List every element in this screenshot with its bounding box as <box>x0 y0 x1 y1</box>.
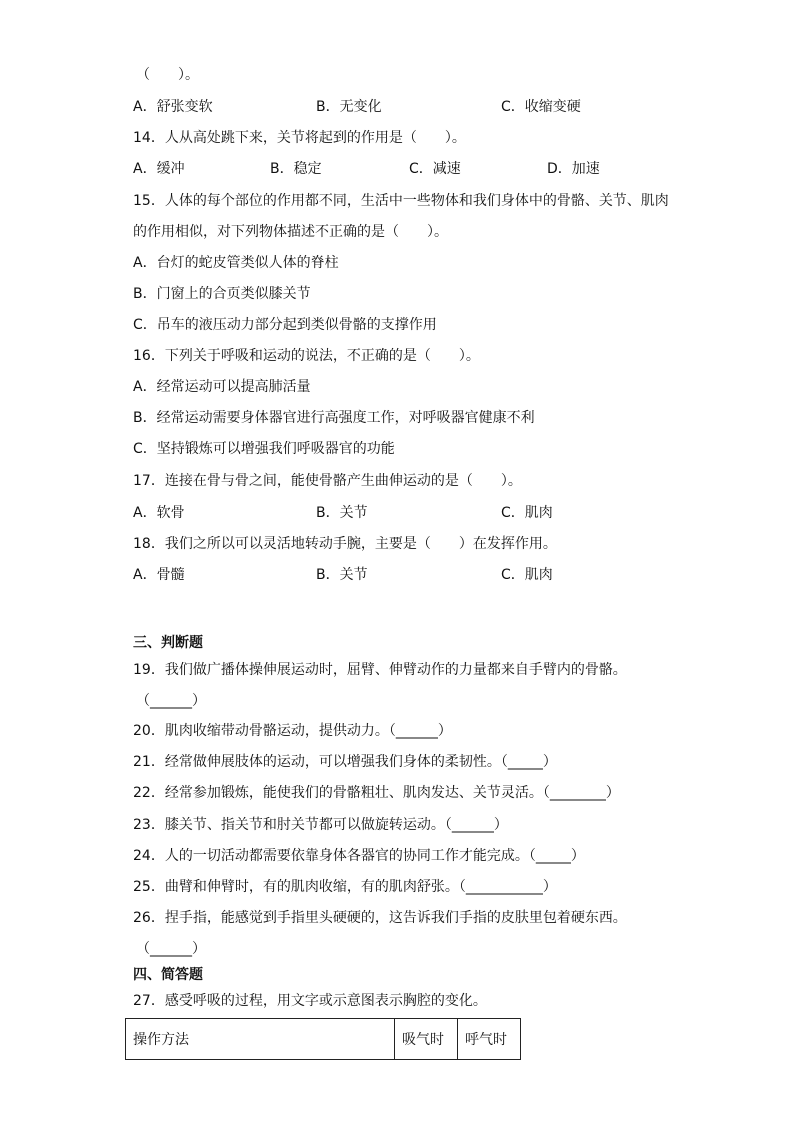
q16-option-c[interactable]: C．坚持锻炼可以增强我们呼吸器官的功能 <box>133 441 395 457</box>
q15-option-c[interactable]: C．吊车的液压动力部分起到类似骨骼的支撑作用 <box>133 317 437 333</box>
q15-stem-line1: 15．人体的每个部位的作用都不同，生活中一些物体和我们身体中的骨骼、关节、肌肉 <box>133 193 669 209</box>
col-inhale-header: 吸气时 <box>395 1019 458 1060</box>
q20-stem[interactable]: 20．肌肉收缩带动骨骼运动，提供动力。（______） <box>133 723 452 739</box>
q19-stem: 19．我们做广播体操伸展运动时，屈臂、伸臂动作的力量都来自手臂内的骨骼。 <box>133 662 627 678</box>
q13-option-b[interactable]: B．无变化 <box>316 99 382 115</box>
q15-option-a[interactable]: A．台灯的蛇皮管类似人体的脊柱 <box>133 255 339 271</box>
q16-option-b[interactable]: B．经常运动需要身体器官进行高强度工作，对呼吸器官健康不利 <box>133 410 535 426</box>
q13-option-c[interactable]: C．收缩变硬 <box>501 99 581 115</box>
col-method-header: 操作方法 <box>126 1019 395 1060</box>
q16-stem: 16．下列关于呼吸和运动的说法，不正确的是（ ）。 <box>133 348 480 364</box>
table-row <box>126 1019 521 1060</box>
q15-option-b[interactable]: B．门窗上的合页类似膝关节 <box>133 286 311 302</box>
q13-blank: （ ）。 <box>136 67 199 83</box>
q18-option-c[interactable]: C．肌肉 <box>501 567 553 583</box>
q16-option-a[interactable]: A．经常运动可以提高肺活量 <box>133 379 311 395</box>
q14-option-d[interactable]: D．加速 <box>547 161 600 177</box>
q15-stem-line2: 的作用相似，对下列物体描述不正确的是（ ）。 <box>133 224 448 240</box>
q18-stem: 18．我们之所以可以灵活地转动手腕，主要是（ ）在发挥作用。 <box>133 536 557 552</box>
q26-stem: 26．捏手指，能感觉到手指里头硬硬的，这告诉我们手指的皮肤里包着硬东西。 <box>133 910 627 926</box>
q24-stem[interactable]: 24．人的一切活动都需要依靠身体各器官的协同工作才能完成。（_____） <box>133 848 585 864</box>
q13-option-a[interactable]: A．舒张变软 <box>133 99 213 115</box>
q26-answer-blank[interactable]: （______） <box>136 941 206 957</box>
q14-option-a[interactable]: A．缓冲 <box>133 161 185 177</box>
q14-option-b[interactable]: B．稳定 <box>270 161 322 177</box>
q17-option-a[interactable]: A．软骨 <box>133 505 185 521</box>
col-exhale-header: 呼气时 <box>458 1019 521 1060</box>
q18-option-b[interactable]: B．关节 <box>316 567 368 583</box>
q18-option-a[interactable]: A．骨髓 <box>133 567 185 583</box>
q23-stem[interactable]: 23．膝关节、指关节和肘关节都可以做旋转运动。（______） <box>133 817 508 833</box>
q14-option-c[interactable]: C．减速 <box>409 161 461 177</box>
q27-stem: 27．感受呼吸的过程，用文字或示意图表示胸腔的变化。 <box>133 993 487 1009</box>
q17-option-c[interactable]: C．肌肉 <box>501 505 553 521</box>
q25-stem[interactable]: 25．曲臂和伸臂时，有的肌肉收缩，有的肌肉舒张。（___________） <box>133 879 557 895</box>
q14-stem: 14．人从高处跳下来，关节将起到的作用是（ ）。 <box>133 130 466 146</box>
q19-answer-blank[interactable]: （______） <box>136 693 206 709</box>
q21-stem[interactable]: 21．经常做伸展肢体的运动，可以增强我们身体的柔韧性。（_____） <box>133 754 557 770</box>
q27-table <box>125 1018 521 1060</box>
section-judge-heading: 三、判断题 <box>133 635 203 651</box>
q17-stem: 17．连接在骨与骨之间，能使骨骼产生曲伸运动的是（ ）。 <box>133 473 522 489</box>
section-short-answer-heading: 四、简答题 <box>133 967 203 983</box>
q22-stem[interactable]: 22．经常参加锻炼，能使我们的骨骼粗壮、肌肉发达、关节灵活。（________） <box>133 785 620 801</box>
q17-option-b[interactable]: B．关节 <box>316 505 368 521</box>
